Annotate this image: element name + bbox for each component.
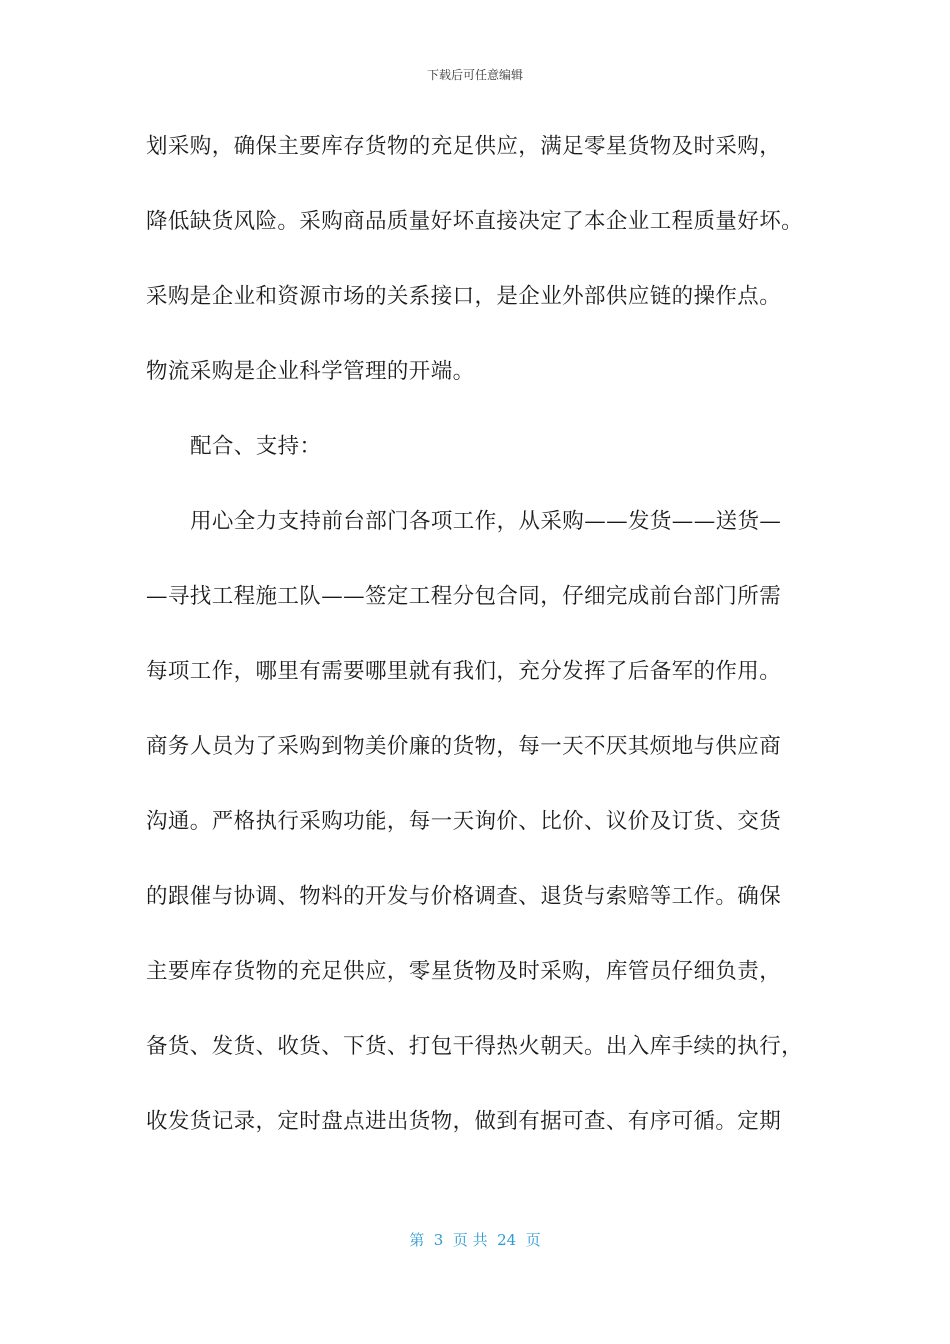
page-number: 第 3 页 共 24 页	[409, 1231, 541, 1249]
text-line-6: 用心全力支持前台部门各项工作，从采购——发货——送货—	[190, 509, 782, 534]
text-line-14: 收发货记录，定时盘点进出货物，做到有据可查、有序可循。定期	[146, 1109, 782, 1134]
download-note: 下载后可任意编辑	[426, 68, 523, 82]
text-line-2: 降低缺货风险。采购商品质量好坏直接决定了本企业工程质量好坏。	[146, 209, 804, 234]
section-heading: 配合、支持：	[190, 434, 322, 459]
text-line-12: 主要库存货物的充足供应，零星货物及时采购，库管员仔细负责，	[146, 959, 782, 984]
document-body	[146, 128, 816, 1178]
text-line-9: 商务人员为了采购到物美价廉的货物，每一天不厌其烦地与供应商	[146, 734, 782, 759]
text-line-8: 每项工作，哪里有需要哪里就有我们，充分发挥了后备军的作用。	[146, 659, 782, 684]
text-line-10: 沟通。严格执行采购功能，每一天询价、比价、议价及订货、交货	[146, 809, 782, 834]
text-line-13: 备货、发货、收货、下货、打包干得热火朝天。出入库手续的执行，	[146, 1034, 804, 1059]
text-line-4: 物流采购是企业科学管理的开端。	[146, 359, 475, 384]
text-line-1: 划采购，确保主要库存货物的充足供应，满足零星货物及时采购，	[146, 134, 782, 159]
text-line-7: —寻找工程施工队——签定工程分包合同，仔细完成前台部门所需	[146, 584, 782, 609]
text-line-11: 的跟催与协调、物料的开发与价格调查、退货与索赔等工作。确保	[146, 884, 782, 909]
text-line-3: 采购是企业和资源市场的关系接口，是企业外部供应链的操作点。	[146, 284, 782, 309]
